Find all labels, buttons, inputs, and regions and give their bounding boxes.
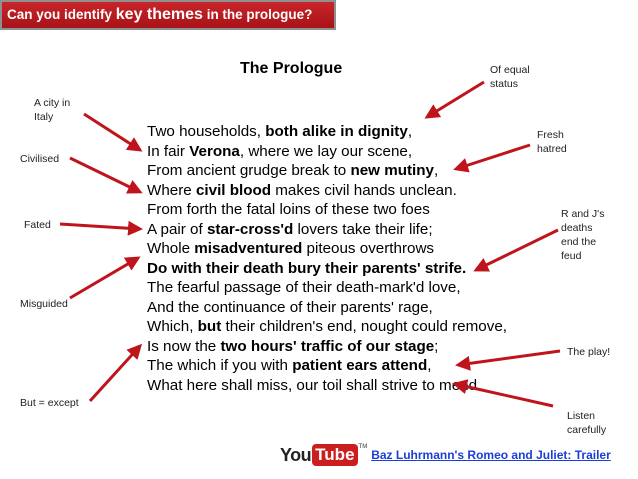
annotation-listen: Listen carefully <box>567 410 607 436</box>
key-phrase: patient ears attend <box>292 357 428 374</box>
arrow-equal <box>427 82 484 117</box>
line-text: What here shall miss, our toil shall strive to mend. <box>147 376 482 394</box>
page-title: The Prologue <box>240 60 343 77</box>
key-phrase: both alike in dignity <box>265 123 408 140</box>
line-text: From forth the fatal loins of these two foes <box>147 201 430 218</box>
line-text: , where we lay our scene, <box>239 142 413 160</box>
question-banner: Can you identify key themes in the prologue? <box>0 0 336 30</box>
line-text: The which if you with <box>147 357 293 374</box>
line-text: ; <box>434 337 439 355</box>
arrow-city <box>84 114 140 150</box>
line-text: Where <box>147 181 196 199</box>
arrow-civilised <box>70 158 140 192</box>
youtube-logo-tube: Tube <box>312 444 357 466</box>
annotation-equal-status: Of equal status <box>490 64 530 90</box>
annotation-fated: Fated <box>24 219 51 231</box>
line-text: From ancient grudge break to <box>147 162 351 179</box>
line-text: Is now the <box>147 337 221 355</box>
arrow-but <box>90 346 140 401</box>
annotation-misguided: Misguided <box>20 298 68 310</box>
line-text: makes civil hands unclean. <box>271 181 457 199</box>
trailer-link[interactable]: Baz Luhrmann's Romeo and Juliet: Trailer <box>371 448 611 462</box>
annotation-fresh-hatred: Fresh hatred <box>537 129 567 155</box>
line-text: Two households, <box>147 123 266 140</box>
key-phrase: but <box>197 318 222 335</box>
key-phrase: two hours' traffic of our stage <box>220 337 435 355</box>
annotation-but: But = except <box>20 397 79 409</box>
line-text: The fearful passage of their death-mark'd love, <box>147 279 461 296</box>
key-phrase: civil blood <box>195 181 272 199</box>
arrow-play <box>458 351 560 365</box>
annotation-deaths: R and J's deaths end the feud <box>561 208 605 262</box>
line-text: their children's end, nought could remove, <box>221 318 507 335</box>
line-text: lovers take their life; <box>293 220 433 238</box>
line-text: Whole <box>147 240 195 257</box>
arrow-fated <box>60 224 140 229</box>
youtube-logo: You <box>280 444 312 465</box>
arrow-deaths <box>476 230 558 270</box>
line-text: Which, <box>147 318 198 335</box>
key-phrase: Do with their death bury their parents' strife. <box>147 259 467 277</box>
line-text: piteous overthrows <box>302 240 435 257</box>
line-text: And the continuance of their parents' rage, <box>147 298 433 316</box>
key-phrase: new mutiny <box>350 162 434 179</box>
key-phrase: star-cross'd <box>206 220 294 238</box>
arrow-fresh <box>456 145 530 169</box>
line-text: In fair <box>147 142 190 160</box>
line-text: , <box>407 123 413 140</box>
line-text: , <box>427 357 432 374</box>
youtube-trailer-link[interactable] <box>280 444 611 466</box>
key-phrase: Verona <box>189 142 240 160</box>
annotation-play: The play! <box>567 346 611 358</box>
arrow-misguided <box>70 258 138 298</box>
key-phrase: misadventured <box>194 240 303 257</box>
annotation-city: A city in Italy <box>34 97 71 123</box>
annotation-civilised: Civilised <box>20 153 60 165</box>
line-text: A pair of <box>147 220 207 238</box>
line-text: , <box>434 162 439 179</box>
youtube-trademark: TM <box>358 444 368 450</box>
arrow-listen <box>455 384 553 406</box>
